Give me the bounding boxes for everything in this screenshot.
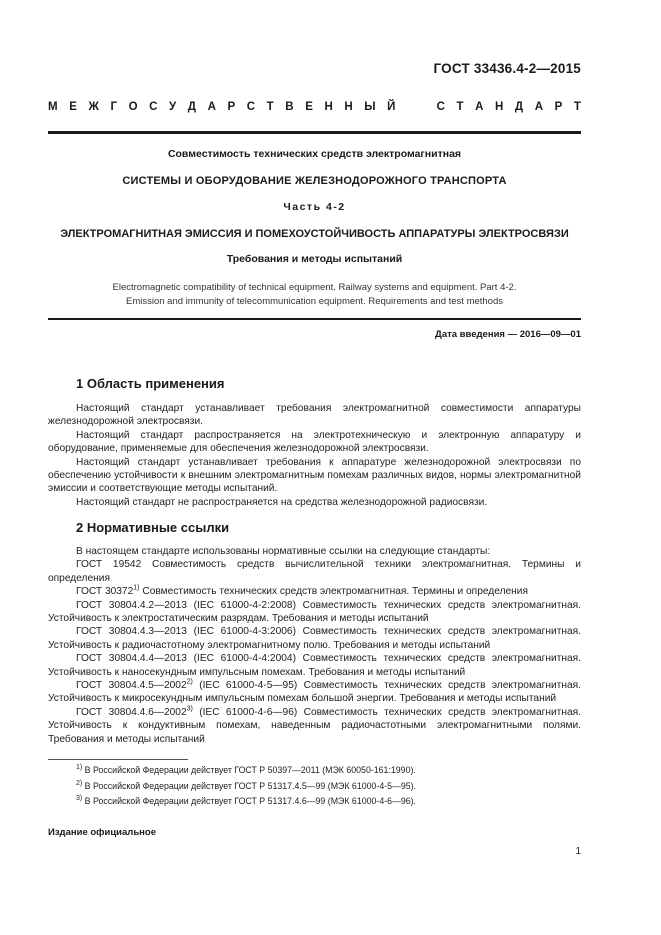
- banner-letter: С: [436, 101, 445, 113]
- banner-letter: Д: [514, 101, 524, 113]
- footnote-item: [76, 794, 416, 810]
- banner-letter: Р: [554, 101, 563, 113]
- banner-letter: О: [128, 101, 138, 113]
- banner-letter: Н: [495, 101, 504, 113]
- banner-gap: [407, 101, 425, 113]
- footnote-mark: 3): [186, 705, 193, 713]
- reference-item: ГОСТ 30804.4.4—2013 (IEC 61000-4-4:2004) Совместимость технических средств электромагнитная. Устойчивость к наносекундным импульсным помехам. Требования и методы испытаний: [48, 653, 581, 678]
- reference-title: (IEC 61000-4-6—96) Совместимость технических средств электромагнитная. Устойчивость к кондуктивным помехам, наведенным радиочастотными электромагнитными полями. Требования и методы испытаний: [48, 706, 581, 745]
- section-1-paragraph: Настоящий стандарт не распространяется на средства железнодорожной радиосвязи.: [76, 496, 488, 508]
- gost-number: ГОСТ 33436.4-2—2015: [433, 61, 581, 76]
- title-line-1: Совместимость технических средств электромагнитная: [167, 148, 462, 160]
- title-part: Часть 4-2: [283, 201, 346, 213]
- banner-letter: Е: [305, 101, 313, 113]
- title-rule: [48, 318, 581, 320]
- footnotes: [76, 763, 416, 810]
- banner-letter: Н: [324, 101, 333, 113]
- official-edition-label: Издание официальное: [48, 827, 156, 838]
- footnote-mark: 1): [76, 764, 83, 772]
- reference-code: ГОСТ 30804.4.6—2002: [76, 706, 187, 718]
- footnote-text: В Российской Федерации действует ГОСТ Р 50397—2011 (МЭК 60050-161:1990).: [82, 765, 416, 775]
- banner-letter: Т: [456, 101, 464, 113]
- footnote-mark: 3): [76, 795, 83, 803]
- page-number: 1: [575, 846, 581, 857]
- reference-code: ГОСТ 30372: [76, 586, 134, 598]
- footnote-mark: 2): [186, 678, 193, 686]
- title-line-3: ЭЛЕКТРОМАГНИТНАЯ ЭМИССИЯ И ПОМЕХОУСТОЙЧИВОСТЬ АППАРАТУРЫ ЭЛЕКТРОСВЯЗИ: [60, 228, 569, 240]
- footnote-item: [76, 763, 416, 779]
- banner-letter: Г: [110, 101, 117, 113]
- footnote-mark: 1): [133, 584, 140, 592]
- banner-letter: Ж: [88, 101, 99, 113]
- banner-letter: М: [48, 101, 58, 113]
- banner-letter: Й: [387, 101, 396, 113]
- english-title-line-2: Emission and immunity of telecommunication equipment. Requirements and test methods: [125, 295, 504, 307]
- english-title-line-1: Electromagnetic compatibility of technical equipment. Railway systems and equipment. Part 4-2.: [112, 282, 517, 293]
- section-2-intro: В настоящем стандарте использованы нормативные ссылки на следующие стандарты:: [76, 546, 491, 557]
- english-title: [48, 281, 581, 308]
- banner-letter: Е: [69, 101, 77, 113]
- title-line-2: СИСТЕМЫ И ОБОРУДОВАНИЕ ЖЕЛЕЗНОДОРОЖНОГО ТРАНСПОРТА: [122, 175, 507, 187]
- section-1-heading: 1 Область применения: [76, 376, 225, 391]
- introduction-date: Дата введения — 2016—09—01: [435, 329, 581, 340]
- footnote-item: [76, 779, 416, 795]
- interstate-standard-banner: [48, 101, 581, 113]
- banner-letter: Д: [187, 101, 196, 113]
- header-rule: [48, 131, 581, 134]
- section-1-paragraph: Настоящий стандарт устанавливает требования электромагнитной совместимости аппаратуры железнодорожной электросвязи.: [48, 403, 581, 428]
- banner-letter: А: [475, 101, 484, 113]
- reference-item: [48, 585, 581, 598]
- reference-item: ГОСТ 19542 Совместимость средств вычислительной техники электромагнитная. Термины и определения: [48, 559, 581, 584]
- footnote-rule: [48, 759, 188, 760]
- reference-item: ГОСТ 30804.4.3—2013 (IEC 61000-4-3:2006) Совместимость технических средств электромагнитная. Устойчивость к радиочастотному электромагнитному полю. Требования и методы испытаний: [48, 626, 581, 651]
- section-2-body: [48, 545, 581, 746]
- section-1-paragraph: Настоящий стандарт распространяется на электротехническую и электронную аппаратуру и оборудование, применяемые для обеспечения железнодорожной электросвязи.: [48, 429, 581, 455]
- banner-letter: Н: [344, 101, 353, 113]
- title-line-4: Требования и методы испытаний: [226, 253, 403, 265]
- banner-letter: Т: [266, 101, 274, 113]
- section-1-body: [48, 402, 581, 509]
- footnote-text: В Российской Федерации действует ГОСТ Р 51317.4.5—99 (МЭК 61000-4-5—95).: [82, 780, 416, 791]
- banner-letter: В: [285, 101, 294, 113]
- reference-title: Совместимость технических средств электромагнитная. Термины и определения: [139, 586, 529, 598]
- banner-letter: Р: [227, 101, 236, 113]
- section-1-paragraph: Настоящий стандарт устанавливает требования к аппаратуре железнодорожной электросвязи по обеспечению устойчивости к внешним электромагнитным помехам различных видов, нормы электромагнитной эмиссии и соответствующие методы испытаний.: [48, 456, 581, 495]
- section-2-heading: 2 Нормативные ссылки: [76, 520, 230, 535]
- banner-letter: А: [534, 101, 544, 113]
- reference-item: ГОСТ 30804.4.2—2013 (IEC 61000-4-2:2008) Совместимость технических средств электромагнитная. Устойчивость к электростатическим разрядам. Требования и методы испытаний: [48, 599, 581, 625]
- banner-letter: У: [169, 101, 177, 113]
- reference-title: (IEC 61000-4-5—95) Совместимость технических средств электромагнитная. Устойчивость к микросекундным импульсным помехам большой энергии. Требования и методы испытаний: [48, 680, 581, 705]
- reference-item: [48, 706, 581, 746]
- reference-item: [48, 679, 581, 706]
- banner-letter: С: [246, 101, 256, 113]
- reference-code: ГОСТ 30804.4.5—2002: [76, 680, 187, 692]
- banner-letter: Ы: [364, 101, 376, 113]
- footnote-mark: 2): [76, 779, 83, 787]
- banner-letter: А: [207, 101, 216, 113]
- footnote-text: В Российской Федерации действует ГОСТ Р 51317.4.6—99 (МЭК 61000-4-6—96).: [82, 796, 416, 806]
- banner-letter: С: [149, 101, 158, 113]
- banner-letter: Т: [573, 101, 581, 113]
